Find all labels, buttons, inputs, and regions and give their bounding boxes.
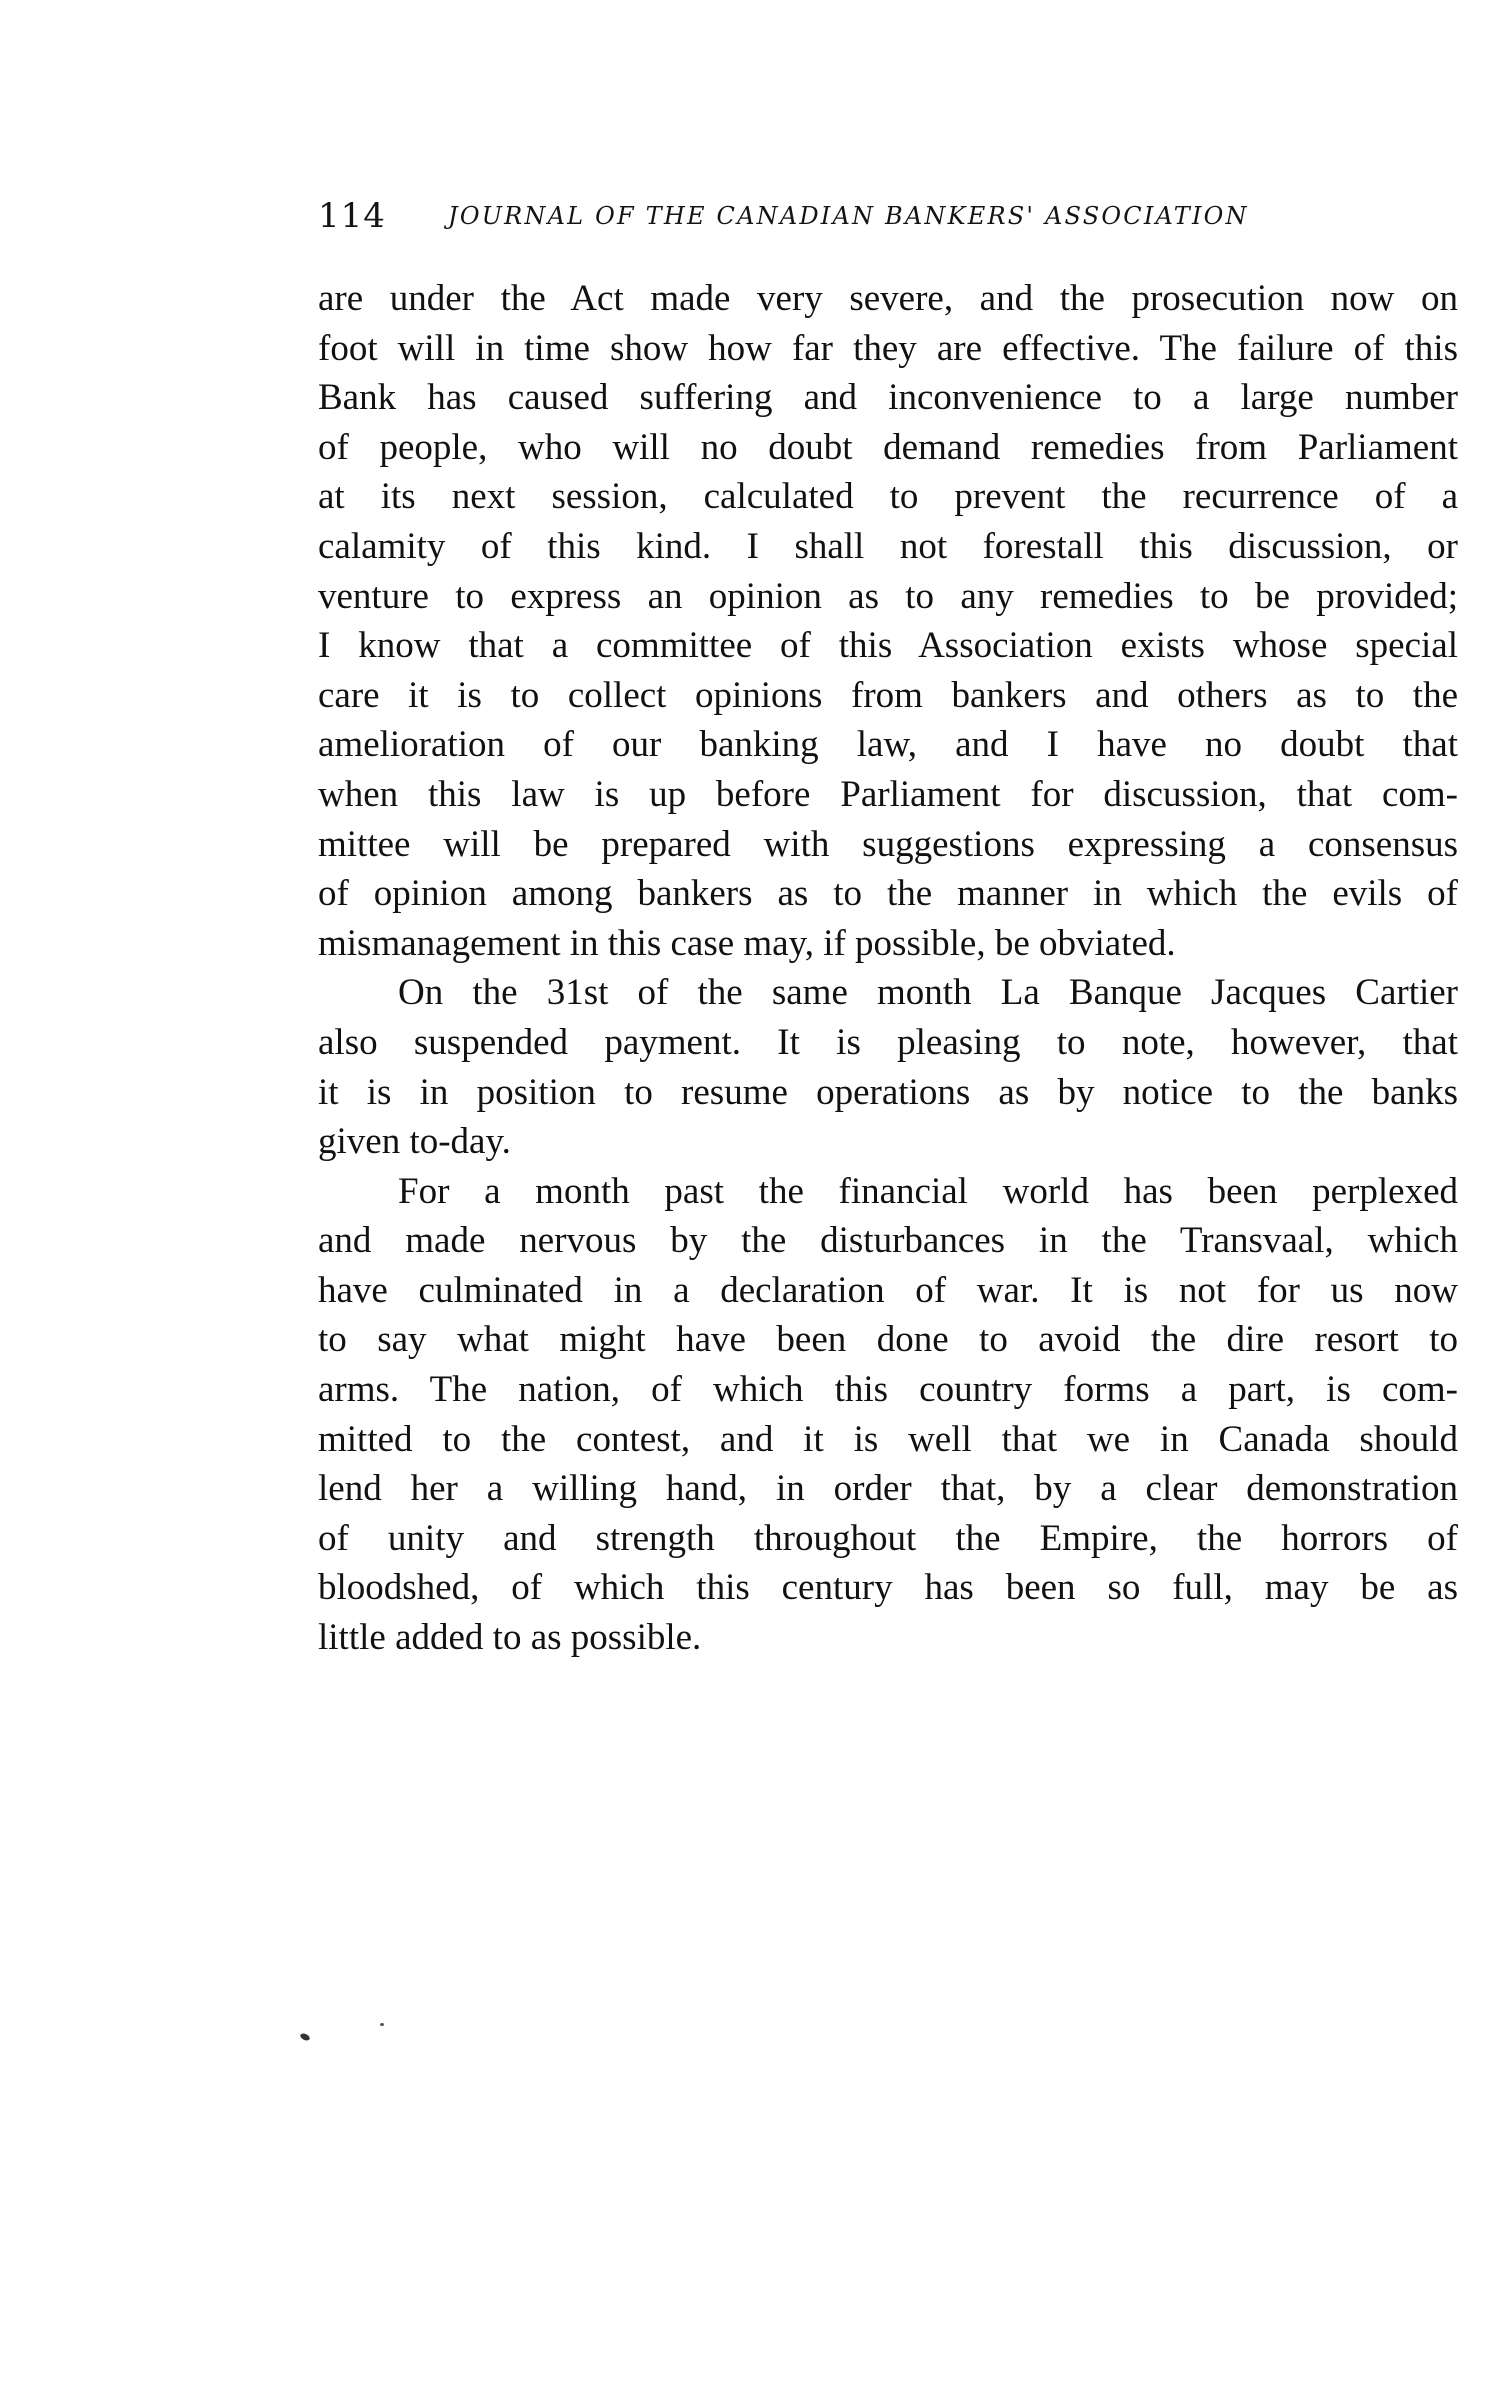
text-line: care it is to collect opinions from bankers and others as to the: [318, 674, 1458, 716]
text-line: of people, who will no doubt demand remedies from Parliament: [318, 426, 1458, 468]
text-line: Bank has caused suffering and inconvenience to a large number: [318, 377, 1458, 419]
text-line: at its next session, calculated to prevent the recurrence of a: [318, 476, 1458, 518]
ink-speck: [299, 2032, 311, 2042]
text-line: mittee will be prepared with suggestions expressing a consensus: [318, 823, 1458, 865]
text-line: arms. The nation, of which this country forms a part, is com-: [318, 1369, 1458, 1411]
text-line: calamity of this kind. I shall not forestall this discussion, or: [318, 525, 1458, 567]
text-line: foot will in time show how far they are effective. The failure of this: [318, 327, 1458, 369]
text-line: to say what might have been done to avoid the dire resort to: [318, 1319, 1458, 1361]
running-head: [318, 196, 1470, 250]
text-line: of opinion among bankers as to the manner in which the evils of: [318, 873, 1458, 915]
text-line: are under the Act made very severe, and the prosecution now on: [318, 278, 1458, 319]
text-line: bloodshed, of which this century has been so full, may be as: [318, 1567, 1458, 1609]
text-line: amelioration of our banking law, and I have no doubt that: [318, 724, 1458, 766]
text-line: lend her a willing hand, in order that, by a clear demonstration: [318, 1468, 1458, 1510]
body-text: [318, 274, 1458, 1663]
journal-title: JOURNAL OF THE CANADIAN BANKERS' ASSOCIATION: [448, 202, 1249, 230]
ink-speck: [380, 2023, 384, 2026]
text-line: and made nervous by the disturbances in the Transvaal, which: [318, 1220, 1458, 1262]
text-line: On the 31st of the same month La Banque Jacques Cartier: [398, 972, 1458, 1014]
text-line: given to-day.: [318, 1121, 511, 1163]
text-line: of unity and strength throughout the Empire, the horrors of: [318, 1517, 1458, 1559]
text-line: mismanagement in this case may, if possible, be obviated.: [318, 922, 1176, 964]
text-line: mitted to the contest, and it is well that we in Canada should: [318, 1418, 1458, 1460]
text-line: For a month past the financial world has been perplexed: [398, 1170, 1458, 1212]
text-line: I know that a committee of this Association exists whose special: [318, 625, 1458, 667]
page-number: 114: [318, 196, 386, 236]
text-line: venture to express an opinion as to any remedies to be provided;: [318, 575, 1458, 617]
text-line: also suspended payment. It is pleasing to note, however, that: [318, 1021, 1458, 1063]
text-line: it is in position to resume operations as by notice to the banks: [318, 1071, 1458, 1113]
text-line: little added to as possible.: [318, 1617, 702, 1659]
text-line: when this law is up before Parliament for discussion, that com-: [318, 773, 1458, 815]
text-line: have culminated in a declaration of war. It is not for us now: [318, 1269, 1458, 1311]
